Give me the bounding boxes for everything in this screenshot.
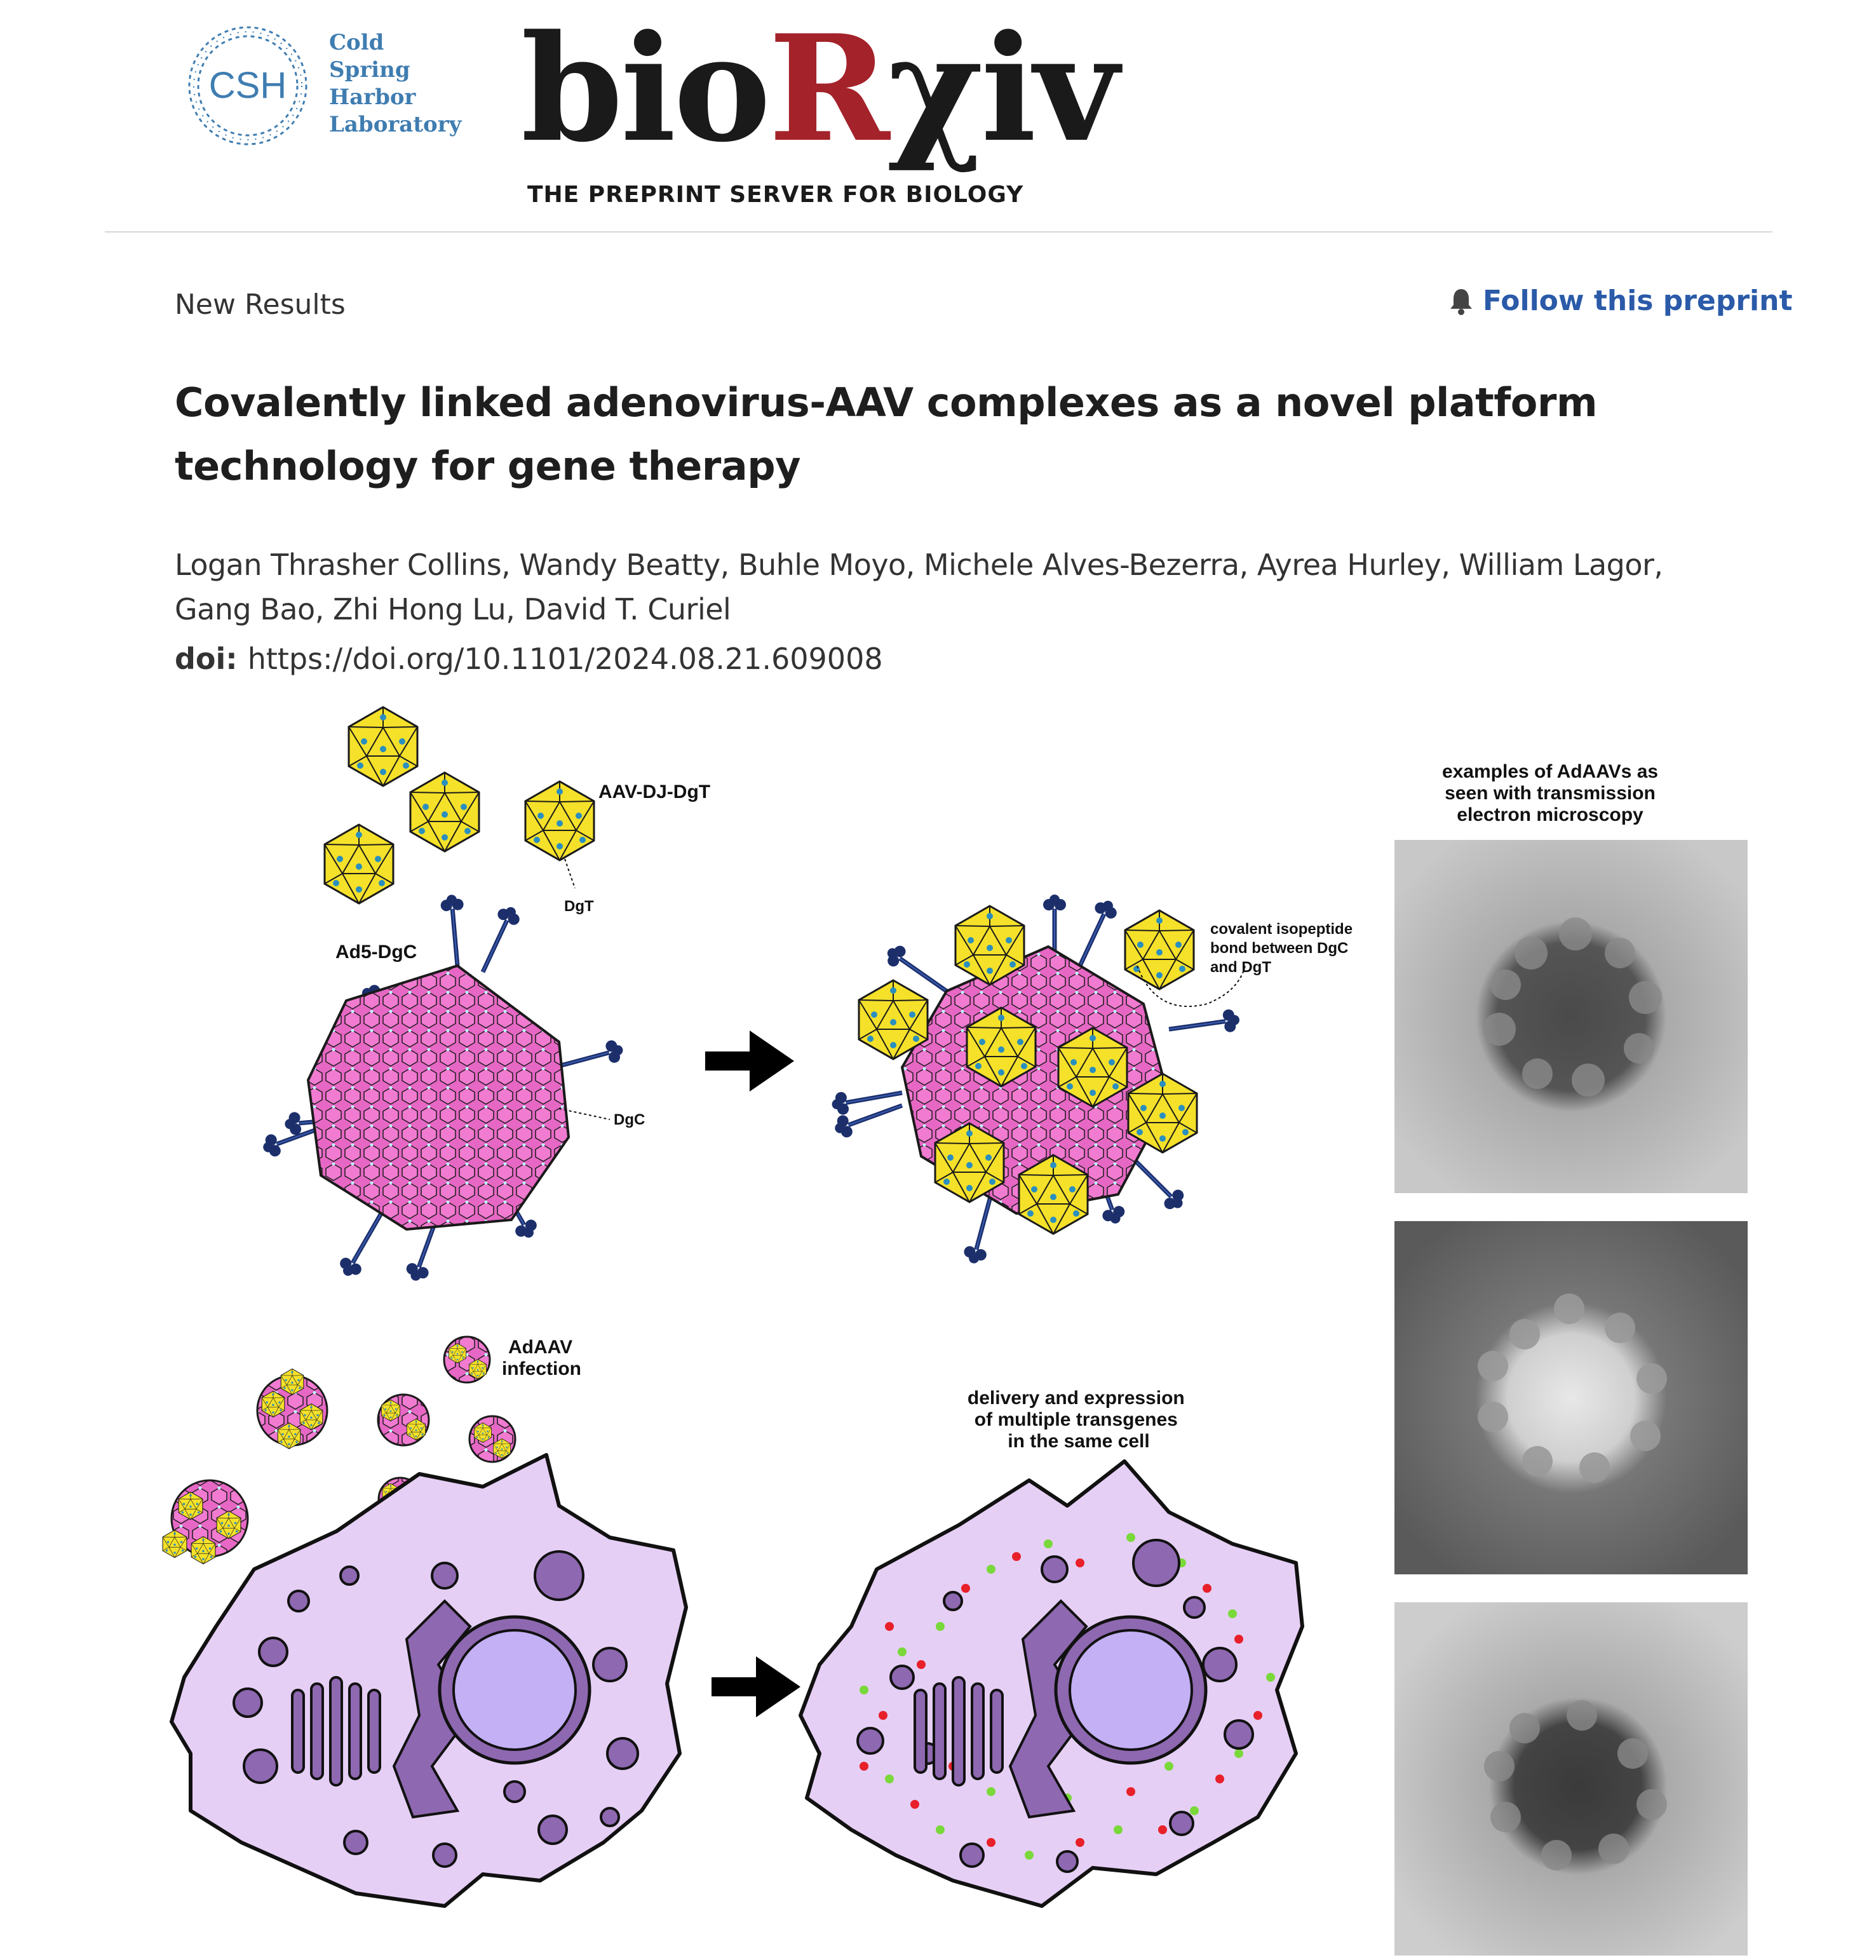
doi-label: doi: xyxy=(175,642,238,676)
tagline: THE PREPRINT SERVER FOR BIOLOGY xyxy=(527,182,1024,208)
adenovirus-particle xyxy=(260,894,626,1285)
delivery-label xyxy=(968,1388,1190,1452)
doi-line xyxy=(175,642,883,676)
brand-r: R xyxy=(768,3,887,175)
delivery-label-line: of multiple transgenes xyxy=(974,1409,1178,1430)
bond-label-line: and DgT xyxy=(1210,959,1271,976)
bell-icon xyxy=(1448,287,1474,315)
arrow-icon xyxy=(705,1031,794,1092)
author[interactable]: Michele Alves-Bezerra, xyxy=(923,548,1248,582)
author[interactable]: Gang Bao, xyxy=(175,592,324,626)
tem-caption-line: seen with transmission xyxy=(1445,783,1656,804)
author[interactable]: David T. Curiel xyxy=(523,592,731,626)
tem-caption xyxy=(1360,761,1741,826)
dgc-label: DgC xyxy=(614,1111,645,1128)
article-category: New Results xyxy=(175,288,346,321)
bond-label-line: bond between DgC xyxy=(1210,940,1349,957)
dgt-label: DgT xyxy=(564,898,594,915)
delivery-label-line: in the same cell xyxy=(1008,1431,1150,1452)
graphical-abstract xyxy=(0,693,1876,1960)
brand-prefix: bio xyxy=(521,3,769,175)
tem-micrograph-3 xyxy=(1394,1602,1748,1956)
bond-label xyxy=(1210,921,1357,976)
author[interactable]: Logan Thrasher Collins, xyxy=(175,548,511,582)
csh-name-line: Harbor xyxy=(329,84,416,110)
cell-after xyxy=(800,1461,1302,1906)
brand-suffix: χiv xyxy=(887,3,1117,175)
tem-caption-line: examples of AdAAVs as xyxy=(1441,761,1659,782)
article-title: Covalently linked adenovirus-AAV complexes as a novel platform technology for gene therapy xyxy=(175,379,1598,489)
tem-micrograph-1 xyxy=(1394,840,1748,1193)
infection-label-line: AdAAV xyxy=(508,1337,573,1358)
follow-label: Follow this preprint xyxy=(1483,285,1793,317)
author[interactable]: Zhi Hong Lu, xyxy=(332,592,515,626)
bond-label-line: covalent isopeptide xyxy=(1210,921,1353,938)
infection-label xyxy=(502,1337,581,1379)
author-list xyxy=(175,543,1750,632)
author[interactable]: William Lagor, xyxy=(1459,548,1663,582)
doi-link[interactable]: https://doi.org/10.1101/2024.08.21.609008 xyxy=(247,642,883,676)
csh-logo-text: CSH xyxy=(208,65,287,106)
adaav-complex xyxy=(830,895,1241,1266)
author[interactable]: Ayrea Hurley, xyxy=(1257,548,1450,582)
author[interactable]: Wandy Beatty, xyxy=(519,548,729,582)
dgt-pointer xyxy=(565,859,575,888)
infection-label-line: infection xyxy=(502,1358,581,1379)
tem-micrograph-2 xyxy=(1394,1221,1748,1574)
ad5-label: Ad5-DgC xyxy=(335,942,417,963)
follow-preprint-button[interactable] xyxy=(1448,285,1792,317)
csh-name-line: Laboratory xyxy=(329,112,462,137)
aav-label: AAV-DJ-DgT xyxy=(598,781,711,802)
delivery-label-line: delivery and expression xyxy=(967,1388,1185,1409)
aav-particles xyxy=(325,707,594,903)
tem-caption-line: electron microscopy xyxy=(1457,804,1643,825)
csh-name-line: Spring xyxy=(329,57,410,83)
arrow-icon xyxy=(712,1656,800,1717)
csh-name xyxy=(329,29,461,139)
csh-name-line: Cold xyxy=(329,30,384,55)
author[interactable]: Buhle Moyo, xyxy=(738,548,915,582)
header-divider xyxy=(105,231,1772,233)
cell-before xyxy=(172,1455,686,1906)
biorxiv-logo[interactable] xyxy=(521,3,1117,175)
